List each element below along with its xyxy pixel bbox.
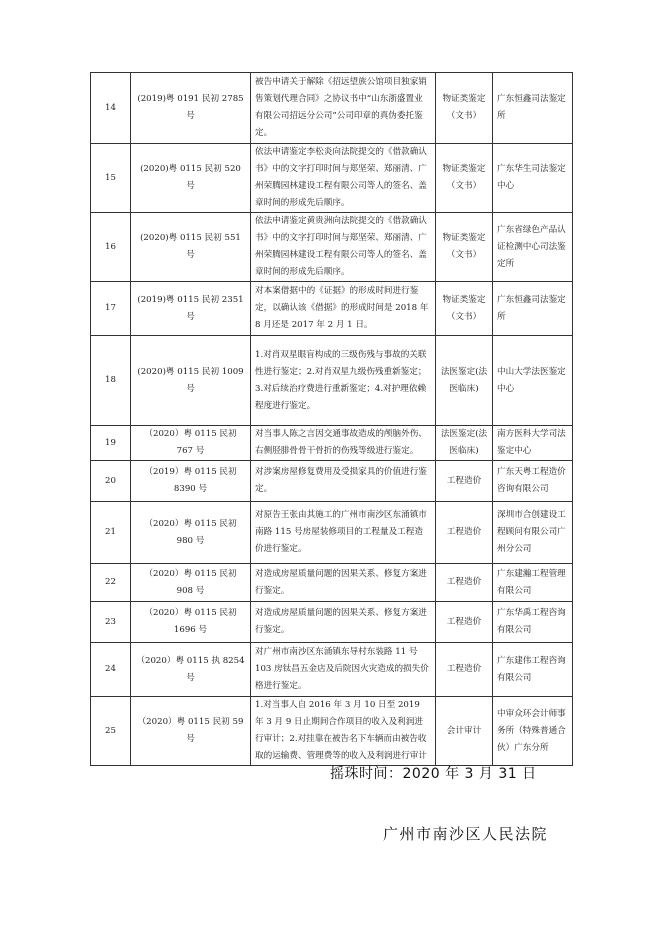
- case-number: (2020)粤 0115 民初 1009 号: [131, 336, 251, 426]
- appraisal-agency: 广东天粤工程造价咨询有限公司: [493, 461, 573, 502]
- table-row: [91, 564, 573, 602]
- draw-time: 摇珠时间：2020 年 3 月 31 日: [330, 766, 537, 782]
- case-number: （2020）粤 0115 民初 767 号: [131, 426, 251, 461]
- appraisal-agency: 广东华生司法鉴定中心: [493, 144, 573, 213]
- case-number: (2019)粤 0191 民初 2785 号: [131, 73, 251, 144]
- appraisal-agency: 广东华禹工程咨询有限公司: [493, 602, 573, 643]
- appraisal-content: 依法申请鉴定黄贵洲向法院提交的《借款确认书》中的文字打印时间与郑坚荣、郑丽清、广州荣腾园林建设工程有限公司等人的签名、盖章时间的形成先后顺序。: [251, 213, 436, 282]
- appraisal-content: 对涉案房屋修复费用及受损家具的价值进行鉴定。: [251, 461, 436, 502]
- appraisal-agency: 广东恒鑫司法鉴定所: [493, 282, 573, 336]
- case-number: (2020)粤 0115 民初 520 号: [131, 144, 251, 213]
- row-number: 24: [91, 643, 131, 697]
- appraisal-content: 对造成房屋质量问题的因果关系、修复方案进行鉴定。: [251, 602, 436, 643]
- table-row: [91, 144, 573, 213]
- case-number: （2020）粤 0115 民初 980 号: [131, 502, 251, 564]
- appraisal-type: 工程造价: [436, 461, 493, 502]
- table-row: [91, 213, 573, 282]
- case-number: （2020）粤 0115 民初 1696 号: [131, 602, 251, 643]
- appraisal-type: 工程造价: [436, 602, 493, 643]
- appraisal-type: 工程造价: [436, 643, 493, 697]
- row-number: 23: [91, 602, 131, 643]
- appraisal-content: 对原告王张由其施工的广州市南沙区东涌镇市南路 115 号房屋装修项目的工程量及工程造价进行鉴定。: [251, 502, 436, 564]
- appraisal-type: 法医鉴定(法医临床): [436, 426, 493, 461]
- appraisal-agency: 中审众环会计师事务所（特殊普通合伙）广东分所: [493, 697, 573, 766]
- table-row: [91, 336, 573, 426]
- appraisal-content: 1.对肖双星眼盲构成的三级伤残与事故的关联性进行鉴定；2.对肖双星九级伤残重新鉴定；3.对后续治疗费进行重新鉴定；4.对护理依赖程度进行鉴定。: [251, 336, 436, 426]
- appraisal-type: 工程造价: [436, 502, 493, 564]
- table-row: [91, 697, 573, 766]
- row-number: 17: [91, 282, 131, 336]
- table-row: [91, 426, 573, 461]
- table-row: [91, 282, 573, 336]
- appraisal-type: 法医鉴定(法医临床): [436, 336, 493, 426]
- row-number: 21: [91, 502, 131, 564]
- appraisal-table: [90, 72, 573, 766]
- row-number: 15: [91, 144, 131, 213]
- case-number: (2020)粤 0115 民初 551 号: [131, 213, 251, 282]
- appraisal-content: 依法申请鉴定李松炎向法院提交的《借款确认书》中的文字打印时间与郑坚荣、郑丽清、广州荣腾园林建设工程有限公司等人的签名、盖章时间的形成先后顺序。: [251, 144, 436, 213]
- case-number: （2020）粤 0115 民初 908 号: [131, 564, 251, 602]
- row-number: 14: [91, 73, 131, 144]
- row-number: 22: [91, 564, 131, 602]
- case-number: （2020）粤 0115 民初 59 号: [131, 697, 251, 766]
- appraisal-agency: 广东省绿色产品认证检测中心司法鉴定所: [493, 213, 573, 282]
- table-row: [91, 643, 573, 697]
- row-number: 16: [91, 213, 131, 282]
- table-row: [91, 602, 573, 643]
- case-number: (2019)粤 0115 民初 2351 号: [131, 282, 251, 336]
- appraisal-content: 对本案借据中的《证据》的形成时间进行鉴定，以确认该《借据》的形成时间是 2018 年 8 月还是 2017 年 2 月 1 日。: [251, 282, 436, 336]
- appraisal-agency: 南方医科大学司法鉴定中心: [493, 426, 573, 461]
- appraisal-type: 物证类鉴定（文书）: [436, 73, 493, 144]
- court-name: 广州市南沙区人民法院: [383, 825, 549, 843]
- appraisal-agency: 中山大学法医鉴定中心: [493, 336, 573, 426]
- appraisal-content: 1.对当事人自 2016 年 3 月 10 日至 2019 年 3 月 9 日止期间合作项目的收入及利润进行审计；2.对挂靠在被告名下车辆而由被告收取的运输费、管理费等的收入及利润进行审计: [251, 697, 436, 766]
- appraisal-agency: 广东恒鑫司法鉴定所: [493, 73, 573, 144]
- appraisal-content: 对造成房屋质量问题的因果关系、修复方案进行鉴定。: [251, 564, 436, 602]
- appraisal-content: 对当事人陈之言因交通事故造成的颅脑外伤、右侧胫腓骨骨干骨折的伤残等级进行鉴定。: [251, 426, 436, 461]
- appraisal-agency: 深圳市合创建设工程顾问有限公司广州分公司: [493, 502, 573, 564]
- appraisal-type: 物证类鉴定（文书）: [436, 282, 493, 336]
- appraisal-type: 物证类鉴定（文书）: [436, 144, 493, 213]
- row-number: 25: [91, 697, 131, 766]
- appraisal-type: 工程造价: [436, 564, 493, 602]
- table-row: [91, 73, 573, 144]
- appraisal-agency: 广东建伟工程咨询有限公司: [493, 643, 573, 697]
- appraisal-content: 被告申请关于解除《招远望族公馆项目独家销售策划代理合同》之协议书中“山东浙盛置业有限公司招远分公司”公司印章的真伪委托鉴定。: [251, 73, 436, 144]
- appraisal-content: 对广州市南沙区东涌镇东导村东装路 11 号 103 房钛昌五金店及后院因火灾造成的损失价格进行鉴定。: [251, 643, 436, 697]
- row-number: 20: [91, 461, 131, 502]
- case-number: （2020）粤 0115 执 8254 号: [131, 643, 251, 697]
- case-number: （2019）粤 0115 民初 8390 号: [131, 461, 251, 502]
- appraisal-agency: 广东建瀚工程管理有限公司: [493, 564, 573, 602]
- table-row: [91, 461, 573, 502]
- appraisal-type: 会计审计: [436, 697, 493, 766]
- table-row: [91, 502, 573, 564]
- appraisal-type: 物证类鉴定（文书）: [436, 213, 493, 282]
- row-number: 18: [91, 336, 131, 426]
- row-number: 19: [91, 426, 131, 461]
